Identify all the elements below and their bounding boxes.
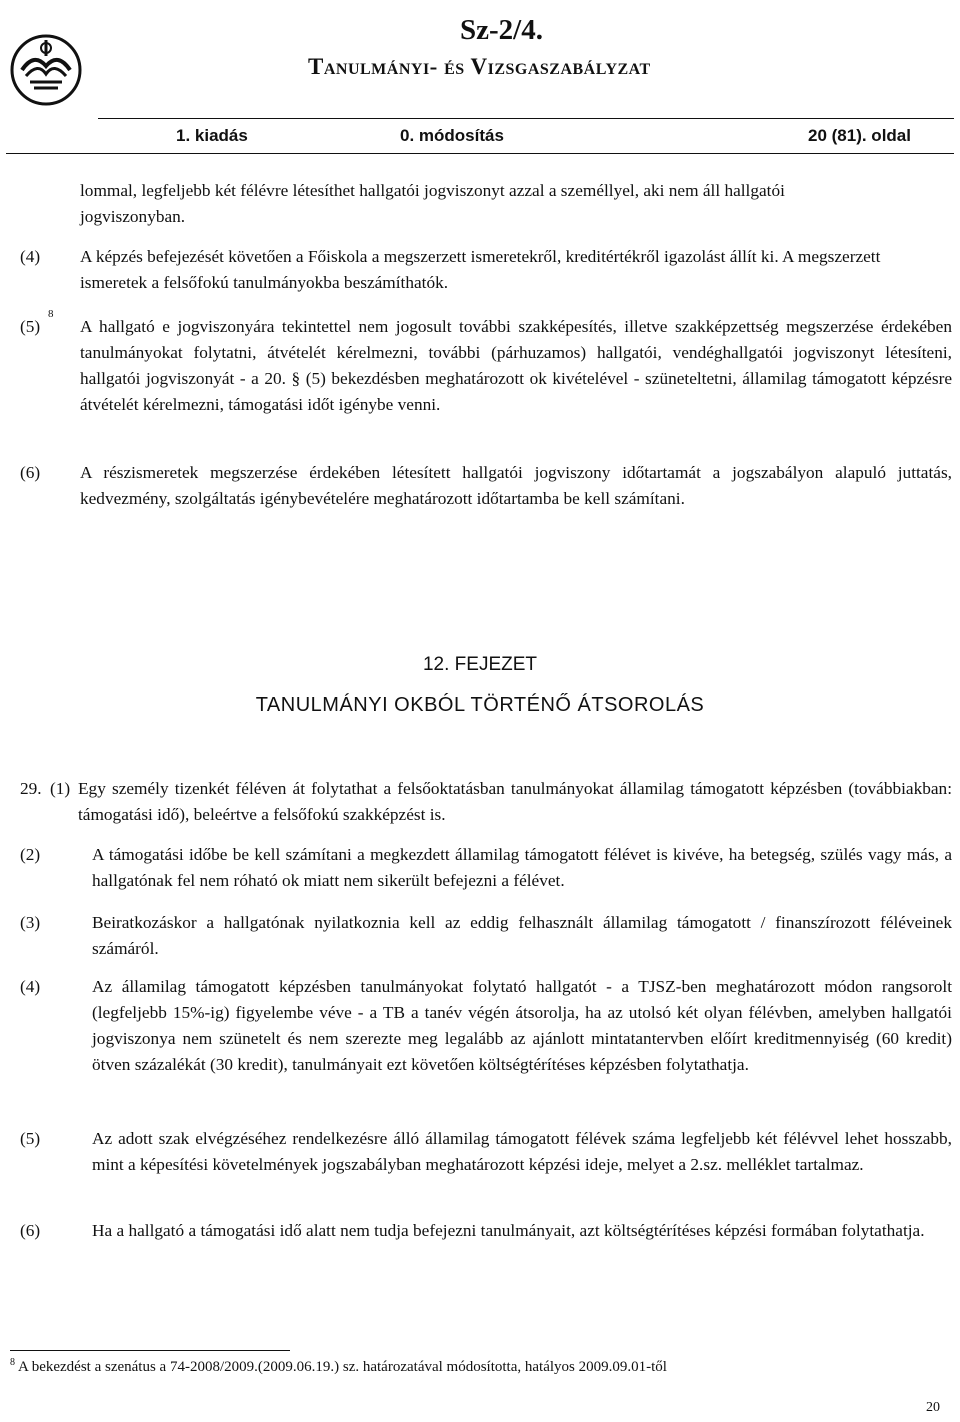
paragraph-number: (3) <box>20 913 41 932</box>
paragraph-text: Ha a hallgató a támogatási idő alatt nem tudja befejezni tanulmányait, azt költségtérítéses képzési formában folytathatja. <box>92 1221 925 1240</box>
paragraph-text: Beiratkozáskor a hallgatónak nyilatkoznia kell az eddig felhasznált államilag támogatott / finanszírozott féléveinek számáról. <box>92 913 952 958</box>
modification-label: 0. módosítás <box>400 126 504 145</box>
paragraph-text: Az adott szak elvégzéséhez rendelkezésre álló államilag támogatott félévek száma legfeljebb két félévvel lehet hosszabb, mint a képesítési követelmények jogszabályban meghatározott képzési ideje, melyet a 2.sz. melléklet tartalmaz. <box>92 1129 952 1174</box>
paragraph-number: (2) <box>20 845 41 864</box>
paragraph-number: (1) <box>50 779 71 798</box>
page-reference: 20 (81). oldal <box>808 126 911 145</box>
page-number: 20 <box>926 1400 940 1415</box>
footnote-text: A bekezdést a szenátus a 74-2008/2009.(2009.06.19.) sz. határozatával módosította, hatályos 2009.09.01-től <box>17 1359 667 1375</box>
footnote <box>10 1357 667 1376</box>
paragraph-number: (6) <box>20 1221 41 1240</box>
intro-line-2: jogviszonyban. <box>80 207 186 226</box>
paragraph-text: Az államilag támogatott képzésben tanulmányokat folytató hallgatót - a TJSZ-ben meghatározott módon rangsorolt (legfeljebb 15%-ig) figyelembe véve - a TB a tanév végén átsorolja, ha az utolsó két olyan félévben, amelyben hallgatói jogviszonya nem szünetelt és nem szerezte meg legalább az ajánlott mintatantervben előírt kreditmennyiség (60 kredit) ötven százalékát (30 kredit), tanulmányait ezt követően költségtérítéses képzésben folytathatja. <box>92 977 952 1074</box>
paragraph-text: Egy személy tizenkét féléven át folytathat a felsőoktatásban tanulmányokat államilag támogatott képzésben (továbbiakban: támogatási idő), beleértve a felsőfokú szakképzést is. <box>78 779 952 824</box>
header-divider-bottom <box>6 153 954 154</box>
footnote-reference: 8 <box>48 308 54 320</box>
document-title: Tanulmányi- és Vizsgaszabályzat <box>308 54 651 79</box>
paragraph-number: (4) <box>20 977 41 996</box>
paragraph-number: (6) <box>20 463 41 482</box>
paragraph-number: (5) <box>20 1129 41 1148</box>
paragraph-text: A támogatási időbe be kell számítani a megkezdett államilag támogatott félévet is kivéve, ha betegség, szülés vagy más, a hallgatónak fel nem róható ok miatt nem sikerült befejezni a félévet. <box>92 845 952 890</box>
chapter-title: TANULMÁNYI OKBÓL TÖRTÉNŐ ÁTSOROLÁS <box>255 694 705 716</box>
edition-label: 1. kiadás <box>176 126 248 145</box>
paragraph-text: A hallgató e jogviszonyára tekintettel nem jogosult további szakképesítés, illetve szakképzettség megszerzése érdekében tanulmányokat folytatni, átvételét kérelmezni, további (párhuzamos) hallgatói, vendéghallgatói jogviszonyt létesíteni, hallgatói jogviszonyát - a 20. § (5) bekezdésben meghatározott ok kivételével - szüneteltetni, államilag támogatott képzésre átvételét kérelmezni, támogatási időt igénybe venni. <box>80 317 952 414</box>
institution-emblem-icon <box>8 30 84 110</box>
intro-line-1: lommal, legfeljebb két félévre létesíthet hallgatói jogviszonyt azzal a személlyel, aki nem áll hallgatói <box>80 181 785 200</box>
paragraph-text: A képzés befejezését követően a Főiskola a megszerzett ismeretekről, kreditértékről igazolást állít ki. A megszerzett ismeretek a felsőfokú tanulmányokba beszámíthatók. <box>80 247 881 292</box>
footnote-mark: 8 <box>10 1357 15 1368</box>
section-number: 29. <box>20 779 42 798</box>
footnote-divider <box>10 1350 290 1351</box>
chapter-number: 12. FEJEZET <box>422 654 538 675</box>
paragraph-text: A részismeretek megszerzése érdekében létesített hallgatói jogviszony időtartamát a jogszabályon alapuló juttatás, kedvezmény, szolgáltatás igénybevételére meghatározott időtartamba be kell számítani. <box>80 463 952 508</box>
paragraph-number: (5) <box>20 317 41 336</box>
paragraph-number: (4) <box>20 247 41 266</box>
header-divider-top <box>98 118 954 119</box>
document-code: Sz-2/4. <box>460 14 543 46</box>
